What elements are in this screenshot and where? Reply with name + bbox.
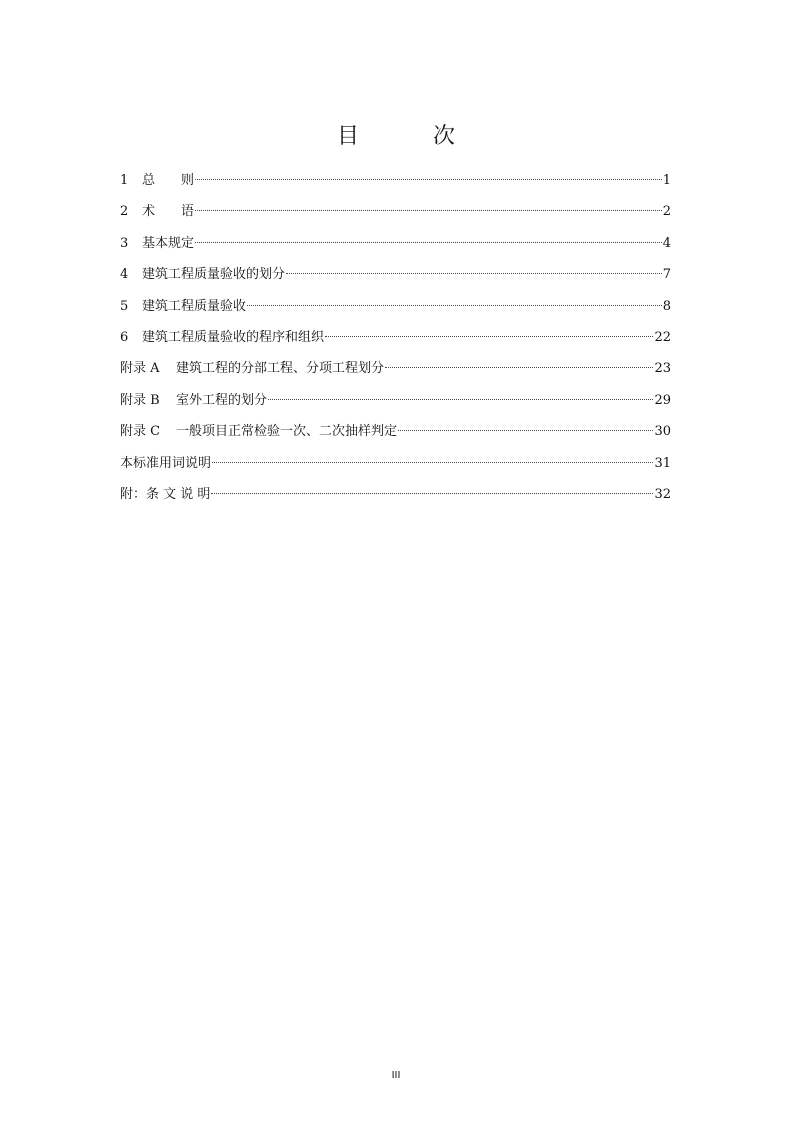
toc-entry-page: 30: [654, 424, 671, 440]
toc-entry-number: 3: [120, 235, 129, 251]
toc-entry-number: 附录 A: [120, 361, 160, 377]
toc-entry-wording-explanation[interactable]: [120, 453, 671, 484]
toc-entry-appendix-a[interactable]: [120, 358, 671, 389]
toc-entry-page: 4: [662, 235, 671, 251]
toc-entry-1[interactable]: [120, 170, 671, 201]
toc-dot-leader: [195, 179, 662, 180]
toc-entry-5[interactable]: [120, 296, 671, 327]
toc-entry-label: 建筑工程质量验收的程序和组织: [142, 329, 325, 345]
toc-entry-label: 总 则: [142, 173, 195, 188]
toc-dot-leader: [325, 336, 653, 337]
toc-entry-label: 基本规定: [142, 235, 195, 251]
toc-dot-leader: [195, 242, 662, 243]
toc-entry-label: 室外工程的划分: [176, 392, 268, 408]
toc-entry-clause-explanation[interactable]: [120, 484, 671, 515]
page-title: 目 次: [336, 123, 481, 149]
toc-entry-label: 附：条 文 说 明: [120, 486, 211, 502]
toc-entry-number: 附录 C: [120, 424, 161, 440]
toc-dot-leader: [268, 399, 653, 400]
toc-entry-label: 一般项目正常检验一次、二次抽样判定: [176, 424, 398, 440]
toc-entry-number: 4: [120, 267, 129, 283]
toc-dot-leader: [247, 305, 662, 306]
toc-entry-page: 1: [662, 173, 671, 188]
toc-dot-leader: [398, 430, 653, 431]
toc-dot-leader: [385, 367, 653, 368]
footer-page-number: III: [391, 1070, 401, 1081]
toc-entry-page: 32: [654, 486, 671, 502]
toc-dot-leader: [211, 493, 653, 494]
toc-entry-3[interactable]: [120, 233, 671, 264]
toc-entry-page: 23: [654, 361, 671, 377]
toc-entry-label: 建筑工程质量验收: [142, 298, 247, 314]
toc-entry-page: 22: [654, 329, 671, 345]
toc-entry-label: 建筑工程质量验收的划分: [142, 267, 286, 283]
toc-dot-leader: [212, 462, 653, 463]
toc-entry-number: 1: [120, 173, 129, 188]
toc-entry-page: 29: [654, 392, 671, 408]
toc-entry-label: 本标准用词说明: [120, 455, 212, 471]
toc-dot-leader: [286, 273, 662, 274]
toc-entry-number: 附录 B: [120, 392, 160, 408]
toc-entry-label: 建筑工程的分部工程、分项工程划分: [176, 361, 385, 377]
toc-entry-page: 31: [654, 455, 671, 471]
toc-entry-6[interactable]: [120, 327, 671, 358]
toc-entry-page: 8: [662, 298, 671, 314]
table-of-contents: [120, 170, 671, 515]
toc-entry-appendix-c[interactable]: [120, 421, 671, 452]
toc-entry-appendix-b[interactable]: [120, 390, 671, 421]
toc-entry-2[interactable]: [120, 201, 671, 232]
toc-entry-label: 术 语: [142, 204, 195, 220]
toc-entry-number: 6: [120, 329, 129, 345]
toc-entry-4[interactable]: [120, 264, 671, 295]
toc-entry-page: 2: [662, 204, 671, 220]
toc-entry-page: 7: [662, 267, 671, 283]
toc-entry-number: 5: [120, 298, 129, 314]
toc-entry-number: 2: [120, 204, 129, 220]
toc-dot-leader: [195, 210, 662, 211]
